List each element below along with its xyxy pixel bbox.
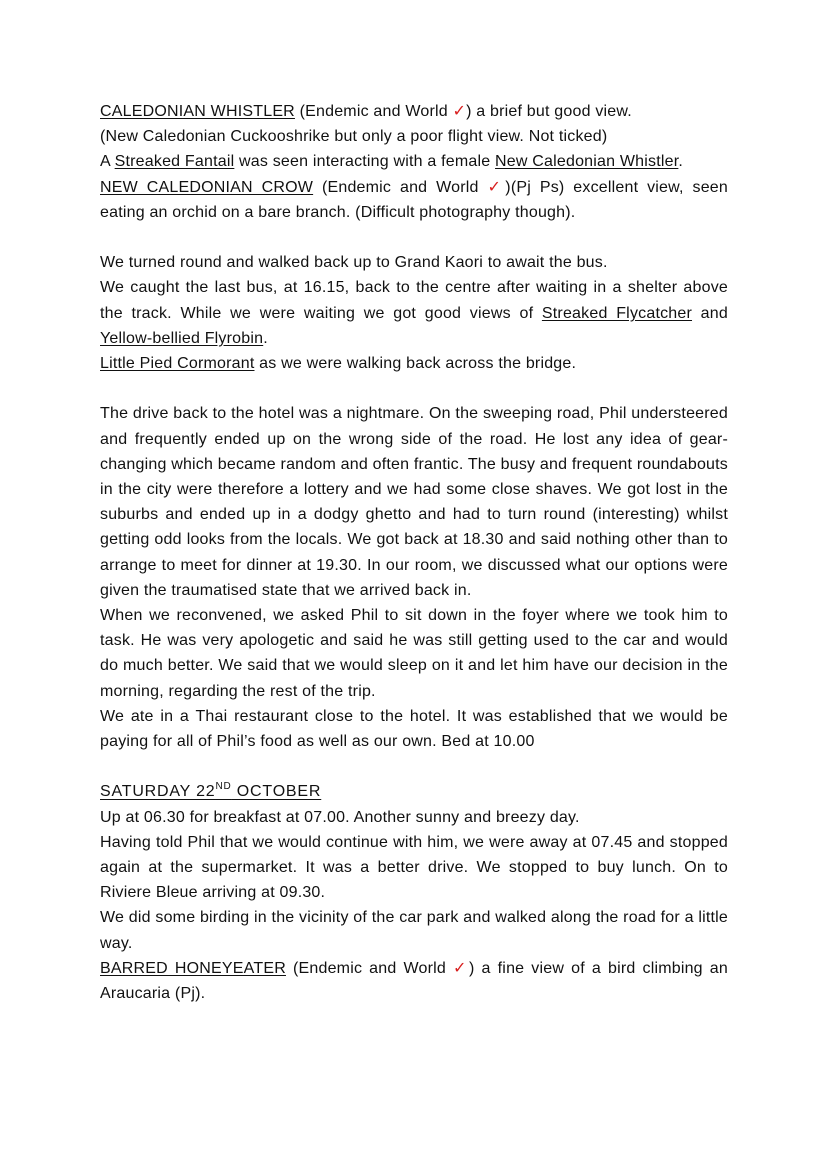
paragraph — [100, 351, 728, 376]
text-run: (Endemic and World — [285, 959, 454, 977]
heading-ordinal-suffix: ND — [215, 781, 232, 793]
bird-name: Streaked Flycatcher — [541, 304, 693, 322]
paragraph — [100, 603, 728, 704]
paragraph — [100, 250, 728, 275]
tick-icon: ✓ — [453, 959, 469, 977]
paragraph — [100, 99, 728, 124]
text-run: Up at 06.30 for breakfast at 07.00. Another sunny and breezy day. — [100, 808, 580, 826]
paragraph — [100, 905, 728, 955]
paragraph — [100, 149, 728, 174]
blank-line — [100, 376, 728, 401]
text-run: We did some birding in the vicinity of the car park and walked along the road for a little way. — [100, 909, 728, 952]
paragraph — [100, 175, 728, 225]
text-run: ) a brief but good view. — [466, 103, 632, 120]
text-run: The drive back to the hotel was a nightmare. On the sweeping road, Phil understeered and frequently ended up on the wrong side of the road. He lost any idea of gear-changing which became random and often frantic. The busy and frequent roundabouts in the city were therefore a lottery and we had some close shaves. We got lost in the suburbs and ended up in a dodgy ghetto and had to turn round (interesting) whilst getting odd looks from the locals. We got back at 18.30 and said nothing other than to arrange to meet for dinner at 19.30. In our room, we discussed what our options were given the traumatised state that we arrived back in. — [100, 405, 728, 599]
paragraph — [100, 124, 728, 149]
date-heading — [100, 779, 728, 804]
text-run: ) a fine view of a bird climbing an Araucaria (Pj). — [100, 959, 728, 1003]
paragraph — [100, 704, 728, 754]
tick-icon: ✓ — [487, 178, 506, 196]
bird-name: New Caledonian Whistler — [495, 153, 679, 171]
blank-line — [100, 754, 728, 779]
paragraph — [100, 401, 728, 603]
text-run: )(Pj Ps) excellent view, seen eating an orchid on a bare branch. (Difficult photography though). — [100, 178, 728, 221]
blank-line — [100, 225, 728, 250]
text-run: We ate in a Thai restaurant close to the hotel. It was established that we would be paying for all of Phil’s food as well as our own. Bed at 10.00 — [100, 707, 728, 751]
text-run: . — [263, 329, 268, 347]
heading-day: SATURDAY 22 — [100, 783, 216, 801]
heading-month: OCTOBER — [231, 783, 322, 801]
bird-name: NEW CALEDONIAN CROW — [100, 178, 314, 196]
bird-name: Yellow-bellied Flyrobin — [100, 329, 264, 347]
text-run: was seen interacting with a female — [234, 153, 496, 171]
text-run: (Endemic and World — [294, 103, 453, 120]
text-run: We turned round and walked back up to Grand Kaori to await the bus. — [100, 254, 608, 272]
bird-name: BARRED HONEYEATER — [100, 959, 286, 977]
bird-name: CALEDONIAN WHISTLER — [100, 103, 295, 120]
text-run: We caught the last bus, at 16.15, back to the centre after waiting in a shelter above the track. While we were waiting we got good views of — [100, 279, 728, 322]
text-run: Having told Phil that we would continue with him, we were away at 07.45 and stopped again at the supermarket. It was a better drive. We stopped to buy lunch. On to Riviere Bleue arriving at 09.30. — [100, 833, 728, 902]
document-body — [100, 99, 728, 1006]
text-run: . — [678, 153, 684, 171]
tick-icon: ✓ — [452, 103, 467, 120]
text-run: and — [692, 304, 728, 322]
paragraph — [100, 956, 728, 1006]
text-run: When we reconvened, we asked Phil to sit down in the foyer where we took him to task. He was very apologetic and said he was still getting used to the car and would do much better. We said that we would sleep on it and let him have our decision in the morning, regarding the rest of the trip. — [100, 607, 728, 700]
text-run: (Endemic and World — [313, 178, 488, 196]
text-run: as we were walking back across the bridge. — [254, 355, 577, 373]
paragraph — [100, 830, 728, 906]
paragraph — [100, 275, 728, 351]
paragraph — [100, 805, 728, 830]
text-run: A — [100, 153, 115, 171]
bird-name: Streaked Fantail — [114, 153, 235, 171]
text-run: (New Caledonian Cuckooshrike but only a poor flight view. Not ticked) — [100, 128, 608, 146]
bird-name: Little Pied Cormorant — [100, 355, 255, 373]
